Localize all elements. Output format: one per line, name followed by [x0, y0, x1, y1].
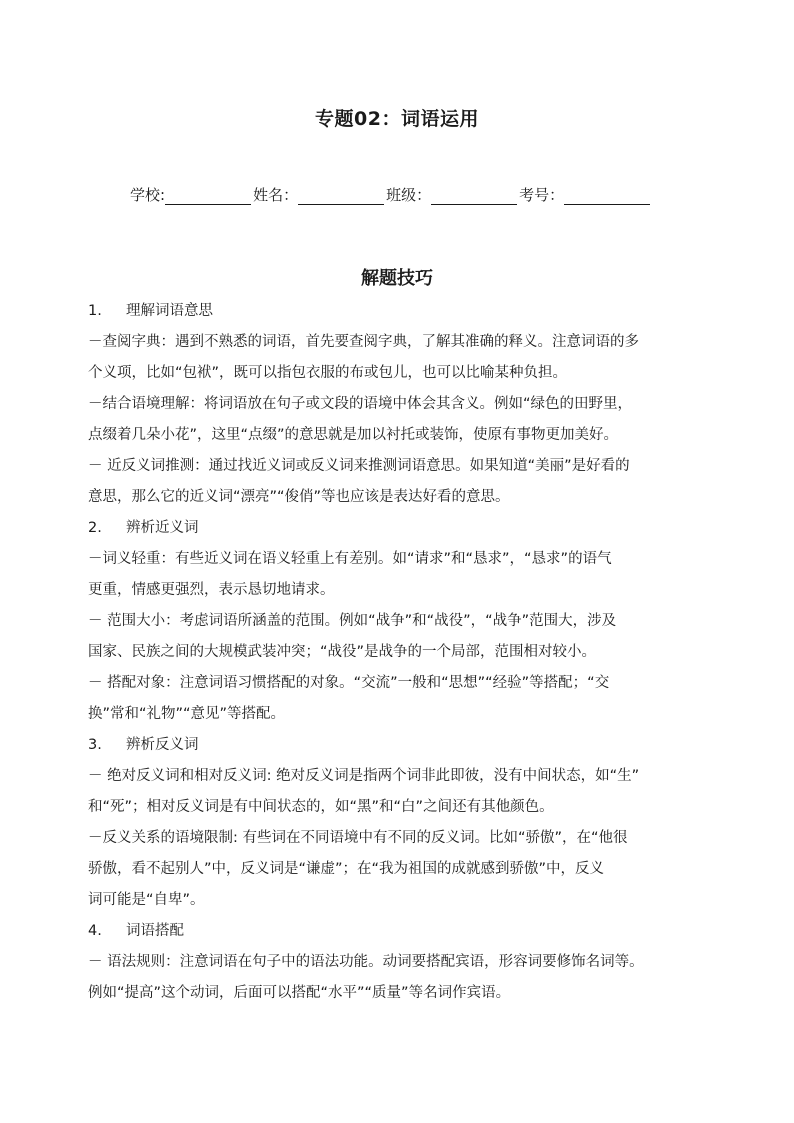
paragraph-line: － 范围大小：考虑词语所涵盖的范围。例如“战争”和“战役”，“战争”范围大，涉及 [88, 613, 617, 629]
paragraph-line: －词义轻重：有些近义词在语义轻重上有差别。如“请求”和“恳求”，“恳求”的语气 [88, 551, 612, 567]
section-title-text: 词语搭配 [126, 923, 184, 939]
paragraph-line: － 搭配对象：注意词语习惯搭配的对象。“交流”一般和“思想”“经验”等搭配；“交 [88, 675, 610, 691]
section-title-text: 辨析反义词 [126, 737, 199, 753]
section-number: 3. [88, 737, 102, 753]
name-blank [298, 189, 384, 205]
paragraph-line: 个义项，比如“包袱”，既可以指包衣服的布或包儿，也可以比喻某种负担。 [88, 365, 568, 381]
paragraph-line: － 近反义词推测：通过找近义词或反义词来推测词语意思。如果知道“美丽”是好看的 [88, 458, 630, 474]
paragraph-line: 意思，那么它的近义词“漂亮”“俊俏”等也应该是表达好看的意思。 [88, 489, 510, 505]
paragraph-line: 骄傲，看不起别人”中，反义词是“谦虚”；在“我为祖国的成就感到骄傲”中，反义 [88, 861, 605, 877]
section-heading: 解题技巧 [361, 268, 433, 289]
student-info-row [130, 184, 652, 205]
paragraph-line: 更重，情感更强烈，表示恳切地请求。 [88, 582, 335, 598]
paragraph-line: 国家、民族之间的大规模武装冲突；“战役”是战争的一个局部，范围相对较小。 [88, 644, 597, 660]
paragraph-line: 点缀着几朵小花”，这里“点缀”的意思就是加以衬托或装饰，使原有事物更加美好。 [88, 427, 619, 443]
paragraph-line: －反义关系的语境限制: 有些词在不同语境中有不同的反义词。比如“骄傲”，在“他很 [88, 830, 628, 846]
content-body [88, 296, 716, 1009]
page-title: 专题02：词语运用 [315, 108, 479, 130]
section-number: 2. [88, 520, 102, 536]
number-blank [564, 189, 650, 205]
paragraph-line: － 绝对反义词和相对反义词: 绝对反义词是指两个词非此即彼，没有中间状态，如“生” [88, 768, 640, 784]
paragraph-line: － 语法规则：注意词语在句子中的语法功能。动词要搭配宾语，形容词要修饰名词等。 [88, 954, 644, 970]
section-title-2 [88, 513, 716, 544]
paragraph-line: 例如“提高”这个动词，后面可以搭配“水平”“质量”等名词作宾语。 [88, 985, 511, 1001]
school-blank [165, 189, 251, 205]
section-title-1 [88, 296, 716, 327]
paragraph-line: －结合语境理解：将词语放在句子或文段的语境中体会其含义。例如“绿色的田野里， [88, 396, 633, 412]
section-number: 1. [88, 303, 102, 319]
paragraph-line: 词可能是“自卑”。 [88, 892, 205, 908]
section-title-3 [88, 730, 716, 761]
section-number: 4. [88, 923, 102, 939]
section-title-text: 理解词语意思 [126, 303, 213, 319]
name-label: 姓名： [253, 186, 299, 204]
section-title-4 [88, 916, 716, 947]
number-label: 考号： [519, 186, 565, 204]
class-label: 班级： [386, 186, 432, 204]
paragraph-line: 和“死”；相对反义词是有中间状态的，如“黑”和“白”之间还有其他颜色。 [88, 799, 554, 815]
school-label: 学校: [130, 186, 166, 204]
section-title-text: 辨析近义词 [126, 520, 199, 536]
paragraph-line: 换”常和“礼物”“意见”等搭配。 [88, 706, 286, 722]
paragraph-line: －查阅字典：遇到不熟悉的词语，首先要查阅字典，了解其准确的释义。注意词语的多 [88, 334, 639, 350]
class-blank [431, 189, 517, 205]
